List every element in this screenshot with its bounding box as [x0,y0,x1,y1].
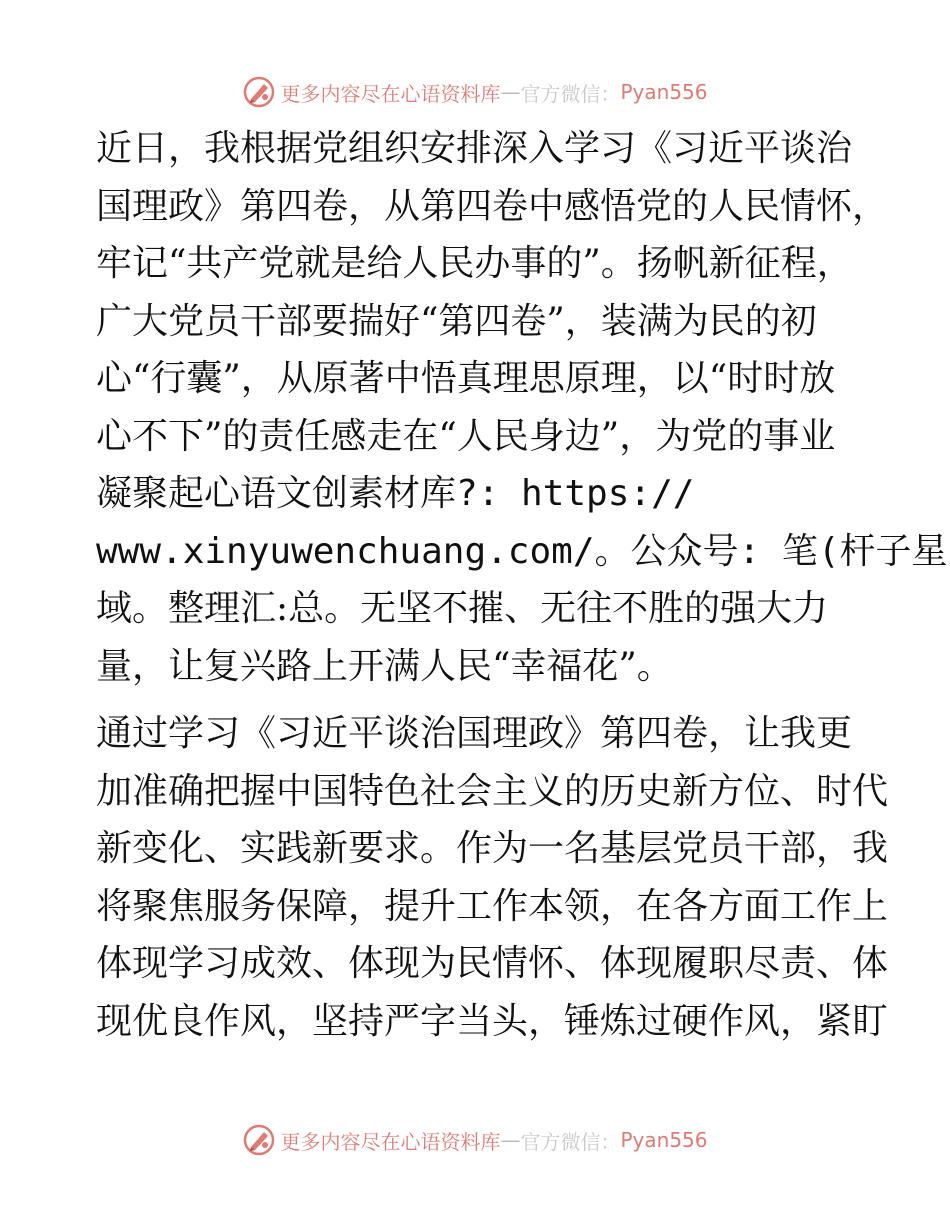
text-line: 加准确把握中国特色社会主义的历史新方位、时代 [96,770,889,812]
watermark-wechat-label: 官方微信： [520,81,621,106]
text-line: 国理政》第四卷，从第四卷中感悟党的人民情怀， [96,185,889,227]
document-body [96,120,948,1050]
text-line: 量，让复兴路上开满人民“幸福花”。 [96,645,673,687]
text-line: 近日，我根据党组织安排深入学习《习近平谈治 [96,128,853,169]
text-line: 牢记“共产党就是给人民办事的”。扬帆新征程， [96,243,853,284]
text-line: 将聚焦服务保障，提升工作本领，在各方面工作上 [96,885,889,927]
text-line: 体现学习成效、体现为民情怀、体现履职尽责、体 [96,943,889,984]
text-line: 心不下”的责任感走在“人民身边”，为党的事业 [96,415,836,457]
text-line: 心“行囊”，从原著中悟真理思原理，以“时时放 [96,358,836,399]
watermark-wechat-label: 官方微信： [520,1129,621,1154]
text-line: 通过学习《习近平谈治国理政》第四卷，让我更 [96,713,853,754]
paragraph-1 [96,120,948,695]
watermark-wechat-id: Pyan556 [620,80,708,104]
watermark-text: 更多内容尽在心语资料库 [280,1129,501,1154]
footer-watermark [0,1120,950,1160]
text-line: www.xinyuwenchuang.com/。公众号: 笔(杆子星 [96,530,948,572]
header-watermark [0,72,950,112]
watermark-text: 更多内容尽在心语资料库 [280,81,501,106]
text-line: 凝聚起心语文创素材库?: https:// [96,473,695,514]
watermark-wechat-id: Pyan556 [620,1128,708,1152]
pen-logo-icon [242,1123,276,1157]
watermark-separator: — [500,1128,521,1152]
paragraph-gap [96,695,856,705]
watermark-separator: — [500,80,521,104]
text-line: 新变化、实践新要求。作为一名基层党员干部，我 [96,828,889,869]
pen-logo-icon [242,75,276,109]
paragraph-2 [96,705,889,1050]
text-line: 广大党员干部要揣好“第四卷”，装满为民的初 [96,300,817,342]
text-line: 现优良作风，坚持严字当头，锤炼过硬作风，紧盯 [96,1000,889,1042]
text-line: 域。整理汇:总。无坚不摧、无往不胜的强大力 [96,588,829,629]
